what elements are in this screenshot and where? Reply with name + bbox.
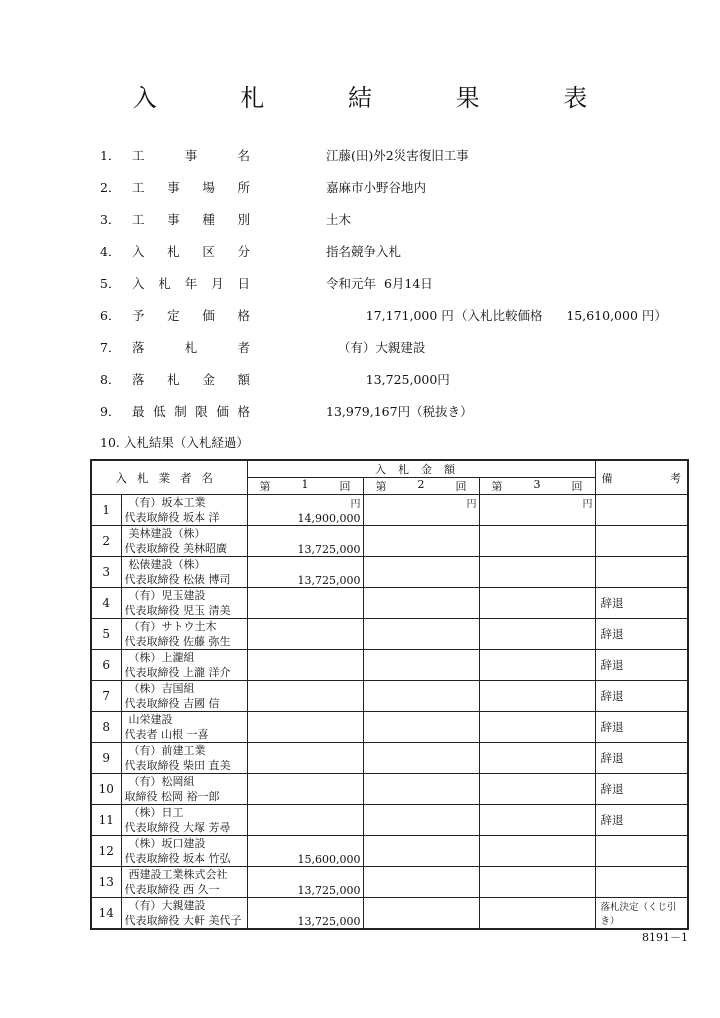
round-2-amount: [363, 743, 479, 774]
bidder-cell: [121, 774, 247, 805]
info-label: 工 事 種 別: [132, 212, 250, 227]
info-row: [100, 178, 700, 210]
info-value: （有）大親建設: [326, 340, 426, 355]
info-row: [100, 370, 700, 402]
info-value: 江藤(田)外2災害復旧工事: [326, 148, 469, 163]
info-row: [100, 306, 700, 338]
round-1-amount: [247, 774, 363, 805]
remark-cell: 辞退: [595, 681, 688, 712]
company-name: 美林建設（株）: [128, 527, 206, 540]
info-value: 13,979,167円（税抜き）: [326, 404, 473, 419]
round-2-amount: [363, 836, 479, 867]
company-name: 西建設工業株式会社: [128, 868, 228, 881]
representative: 代表取締役 西 久一: [124, 883, 220, 896]
company-name: 山栄建設: [128, 713, 173, 726]
bidder-cell: [121, 836, 247, 867]
round-2-amount: [363, 867, 479, 898]
section-bid-results-heading: 10. 入札結果（入札経過）: [100, 435, 249, 450]
company-name: （株）吉国組: [128, 682, 195, 695]
round-1-amount: [247, 650, 363, 681]
yen-unit: 円: [582, 499, 593, 510]
round-3-amount: [479, 650, 595, 681]
bid-results-table: [90, 459, 689, 930]
remark-cell: [595, 836, 688, 867]
row-number: 3: [91, 557, 121, 588]
round-1-amount: [247, 805, 363, 836]
round-2-amount: [363, 526, 479, 557]
row-number: 1: [91, 495, 121, 526]
round-2-amount: [363, 805, 479, 836]
company-name: （有）松岡組: [128, 775, 195, 788]
row-number: 9: [91, 743, 121, 774]
representative: 代表取締役 柴田 直美: [124, 759, 231, 772]
bidder-cell: [121, 743, 247, 774]
row-number: 7: [91, 681, 121, 712]
info-row: [100, 146, 700, 178]
round-1-amount: [247, 836, 363, 867]
remark-cell: 辞退: [595, 743, 688, 774]
remark-cell: [595, 495, 688, 526]
round-3-amount: [479, 867, 595, 898]
info-value: 13,725,000円: [326, 372, 450, 387]
header-round-3: 第 3 回: [479, 478, 595, 495]
table-row: [91, 650, 688, 681]
round-1-amount: [247, 619, 363, 650]
row-number: 14: [91, 898, 121, 930]
info-number: 7．: [100, 340, 121, 355]
round-3-amount: [479, 805, 595, 836]
remark-cell: 辞退: [595, 650, 688, 681]
row-number: 13: [91, 867, 121, 898]
table-row: [91, 557, 688, 588]
remark-cell: 辞退: [595, 805, 688, 836]
remark-cell: 辞退: [595, 619, 688, 650]
company-name: （株）坂口建設: [128, 837, 206, 850]
representative: 代表取締役 上瀧 洋介: [124, 666, 231, 679]
info-value: 令和元年 6月14日: [326, 276, 433, 291]
info-number: 9．: [100, 404, 121, 419]
bid-value: 13,725,000: [297, 884, 361, 897]
info-number: 8．: [100, 372, 121, 387]
round-3-amount: [479, 836, 595, 867]
bid-value: 13,725,000: [297, 543, 361, 556]
info-label: 落 札 金 額: [132, 372, 250, 387]
page-title: 入 札 結 果 表: [132, 84, 626, 112]
info-label: 入 札 区 分: [132, 244, 250, 259]
bidder-cell: [121, 681, 247, 712]
company-name: （株）上瀧組: [128, 651, 195, 664]
table-row: [91, 495, 688, 526]
round-2-amount: [363, 774, 479, 805]
round-3-amount: [479, 681, 595, 712]
round-2-amount: [363, 619, 479, 650]
round-1-amount: [247, 867, 363, 898]
remark-cell: 辞退: [595, 712, 688, 743]
table-row: [91, 619, 688, 650]
round-2-amount: [363, 681, 479, 712]
bidder-cell: [121, 712, 247, 743]
yen-unit: 円: [466, 499, 477, 510]
header-round-2: 第 2 回: [363, 478, 479, 495]
representative: 代表取締役 佐藤 弥生: [124, 635, 231, 648]
round-3-amount: [479, 898, 595, 930]
row-number: 4: [91, 588, 121, 619]
info-row: [100, 402, 700, 434]
company-name: （有）児玉建設: [128, 589, 206, 602]
round-3-amount: [479, 774, 595, 805]
remark-cell: [595, 557, 688, 588]
representative: 代表取締役 坂本 竹弘: [124, 852, 231, 865]
info-note: （入札比較価格 15,610,000 円）: [455, 308, 667, 323]
bidder-cell: [121, 650, 247, 681]
info-label: 工 事 名: [132, 148, 250, 163]
representative: 代表取締役 大塚 芳尋: [124, 821, 231, 834]
table-row: [91, 867, 688, 898]
header-remark: 備 考: [595, 460, 688, 495]
remark-cell: 辞退: [595, 774, 688, 805]
representative: 代表取締役 大軒 美代子: [124, 914, 242, 927]
representative: 代表取締役 坂本 洋: [124, 511, 220, 524]
project-info: [100, 146, 700, 434]
info-number: 5．: [100, 276, 121, 291]
row-number: 10: [91, 774, 121, 805]
header-bid-amount: 入札金額: [247, 460, 595, 478]
representative: 代表取締役 吉國 信: [124, 697, 220, 710]
bidder-cell: [121, 526, 247, 557]
bidder-cell: [121, 588, 247, 619]
bid-value: 13,725,000: [297, 915, 361, 928]
remark-cell: [595, 867, 688, 898]
row-number: 11: [91, 805, 121, 836]
round-2-amount: [363, 495, 479, 526]
company-name: （有）坂本工業: [128, 496, 206, 509]
info-row: [100, 274, 700, 306]
info-label: 工 事 場 所: [132, 180, 250, 195]
round-1-amount: [247, 743, 363, 774]
round-2-amount: [363, 557, 479, 588]
row-number: 5: [91, 619, 121, 650]
table-row: [91, 588, 688, 619]
table-row: [91, 774, 688, 805]
remark-cell: [595, 526, 688, 557]
remark-cell: 落札決定（くじ引き）: [595, 898, 688, 930]
round-2-amount: [363, 898, 479, 930]
round-3-amount: [479, 619, 595, 650]
round-3-amount: [479, 495, 595, 526]
table-row: [91, 712, 688, 743]
bidder-cell: [121, 805, 247, 836]
info-value: 土木: [326, 212, 352, 227]
row-number: 12: [91, 836, 121, 867]
bidder-cell: [121, 898, 247, 930]
bidder-cell: [121, 557, 247, 588]
info-row: [100, 338, 700, 370]
yen-unit: 円: [350, 499, 361, 510]
table-row: [91, 836, 688, 867]
document-number: 8191－1: [642, 931, 688, 944]
company-name: （株）日工: [128, 806, 184, 819]
round-2-amount: [363, 712, 479, 743]
info-number: 6．: [100, 308, 121, 323]
info-number: 2．: [100, 180, 121, 195]
round-2-amount: [363, 588, 479, 619]
round-1-amount: [247, 526, 363, 557]
table-row: [91, 526, 688, 557]
round-3-amount: [479, 588, 595, 619]
table-row: [91, 743, 688, 774]
header-bidder-name: 入札業者名: [91, 460, 247, 495]
bid-value: 15,600,000: [297, 853, 361, 866]
company-name: （有）前建工業: [128, 744, 206, 757]
row-number: 2: [91, 526, 121, 557]
round-1-amount: [247, 495, 363, 526]
bid-value: 14,900,000: [297, 512, 361, 525]
representative: 代表取締役 児玉 清美: [124, 604, 231, 617]
round-1-amount: [247, 588, 363, 619]
info-row: [100, 242, 700, 274]
bidder-cell: [121, 495, 247, 526]
company-name: （有）サトウ土木: [128, 620, 217, 633]
row-number: 8: [91, 712, 121, 743]
round-2-amount: [363, 650, 479, 681]
company-name: （有）大親建設: [128, 899, 206, 912]
info-value: 嘉麻市小野谷地内: [326, 180, 427, 195]
info-number: 4．: [100, 244, 121, 259]
round-3-amount: [479, 712, 595, 743]
info-value: 17,171,000 円: [326, 308, 454, 323]
round-1-amount: [247, 557, 363, 588]
info-value: 指名競争入札: [326, 244, 402, 259]
table-row: [91, 681, 688, 712]
info-label: 最 低 制 限 価 格: [132, 404, 250, 419]
info-label: 入 札 年 月 日: [132, 276, 250, 291]
table-row: [91, 898, 688, 930]
table-row: [91, 805, 688, 836]
info-row: [100, 210, 700, 242]
round-1-amount: [247, 681, 363, 712]
round-3-amount: [479, 557, 595, 588]
round-1-amount: [247, 712, 363, 743]
remark-cell: 辞退: [595, 588, 688, 619]
representative: 代表取締役 松俵 博司: [124, 573, 231, 586]
info-number: 3．: [100, 212, 121, 227]
round-3-amount: [479, 526, 595, 557]
company-name: 松俵建設（株）: [128, 558, 206, 571]
representative: 取締役 松岡 裕一郎: [124, 790, 220, 803]
round-1-amount: [247, 898, 363, 930]
bid-value: 13,725,000: [297, 574, 361, 587]
info-number: 1．: [100, 148, 121, 163]
header-round-1: 第 1 回: [247, 478, 363, 495]
info-label: 予 定 価 格: [132, 308, 250, 323]
bidder-cell: [121, 619, 247, 650]
representative: 代表者 山根 一喜: [124, 728, 209, 741]
info-label: 落 札 者: [132, 340, 250, 355]
bidder-cell: [121, 867, 247, 898]
round-3-amount: [479, 743, 595, 774]
row-number: 6: [91, 650, 121, 681]
representative: 代表取締役 美林昭廣: [124, 542, 227, 555]
